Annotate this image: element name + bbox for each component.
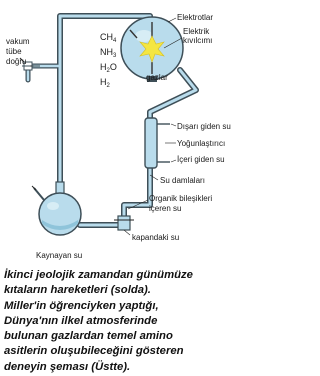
label-droplets: Su damlaları [160, 176, 205, 185]
boiling-flask [39, 182, 81, 235]
label-spark-line1: Elektrik [183, 27, 210, 36]
caption-line: Miller'in öğrenciyken yaptığı, [4, 299, 159, 312]
label-boiling: Kaynayan su [36, 251, 83, 260]
label-organic-line1: Organik bileşikleri [149, 194, 213, 203]
side-arm-stopcock-icon [32, 186, 44, 200]
gas-water: $H_2O$ [100, 62, 117, 74]
label-organic-line2: içeren su [149, 204, 182, 213]
gas-ammonia: $NH_3$ [100, 47, 117, 59]
caption-line: asitlerin oluşubileceğini gösteren [4, 345, 184, 358]
label-cooling-in: İçeri giden su [177, 155, 225, 164]
label-cooling-out: Dışarı giden su [177, 122, 231, 131]
figure-caption [4, 268, 254, 375]
label-condenser: Yoğunlaştırıcı [177, 139, 226, 148]
caption-line: kıtaların hareketleri (solda). [4, 284, 151, 297]
label-spark-line2: kıvılcımı [183, 36, 213, 45]
label-gases-word: gazlar [146, 73, 168, 82]
gas-methane: $CH_4$ [100, 32, 117, 44]
label-vacuum-line1: vakum [6, 37, 30, 46]
caption-line: bulunan gazlardan temel amino [4, 330, 173, 343]
label-vacuum-line2: tübe [6, 47, 22, 56]
label-vacuum-line3: doğru [6, 57, 27, 66]
gas-hydrogen: $H_2$ [100, 77, 110, 89]
label-trap: kapandaki su [132, 233, 180, 242]
caption-line: Dünya'nın ilkel atmosferinde [4, 314, 158, 327]
caption-line: deneyin şeması (Üstte). [4, 360, 131, 373]
caption-line: İkinci jeolojik zamandan günümüze [4, 269, 193, 281]
label-electrodes: Elektrotlar [177, 13, 214, 22]
